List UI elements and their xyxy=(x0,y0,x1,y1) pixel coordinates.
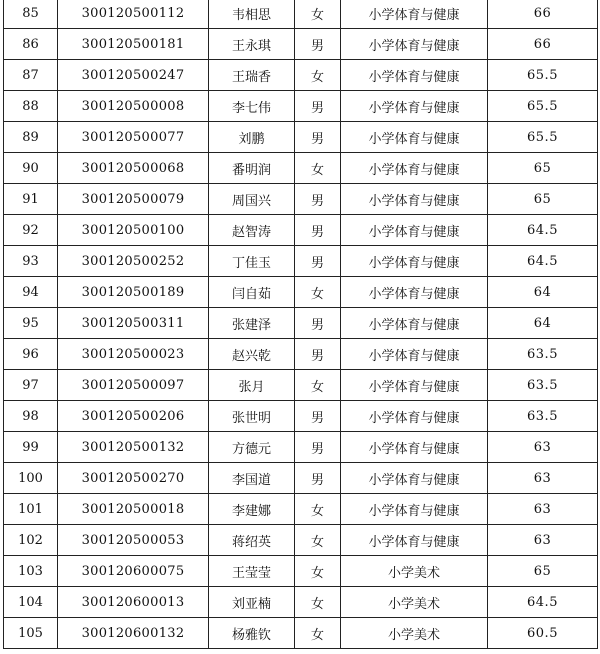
row-index-cell: 90 xyxy=(4,153,58,184)
subject-cell: 小学体育与健康 xyxy=(341,246,488,277)
row-index-cell: 102 xyxy=(4,525,58,556)
row-index-cell: 93 xyxy=(4,246,58,277)
candidate-name-cell: 丁佳玉 xyxy=(209,246,295,277)
candidate-name-cell: 赵智涛 xyxy=(209,215,295,246)
table-row xyxy=(4,0,598,29)
score-cell: 64 xyxy=(488,308,598,339)
subject-cell: 小学美术 xyxy=(341,618,488,649)
score-cell: 63.5 xyxy=(488,370,598,401)
score-cell: 63.5 xyxy=(488,401,598,432)
table-row xyxy=(4,122,598,153)
subject-cell: 小学体育与健康 xyxy=(341,525,488,556)
exam-id-cell: 300120600013 xyxy=(58,587,209,618)
table-row xyxy=(4,60,598,91)
subject-cell: 小学体育与健康 xyxy=(341,494,488,525)
gender-cell: 女 xyxy=(295,525,341,556)
candidate-name-cell: 王永琪 xyxy=(209,29,295,60)
subject-cell: 小学体育与健康 xyxy=(341,370,488,401)
row-index-cell: 99 xyxy=(4,432,58,463)
candidate-name-cell: 杨雅钦 xyxy=(209,618,295,649)
row-index-cell: 98 xyxy=(4,401,58,432)
subject-cell: 小学体育与健康 xyxy=(341,277,488,308)
subject-cell: 小学体育与健康 xyxy=(341,339,488,370)
row-index-cell: 104 xyxy=(4,587,58,618)
gender-cell: 女 xyxy=(295,0,341,29)
score-cell: 65 xyxy=(488,153,598,184)
score-cell: 63 xyxy=(488,494,598,525)
subject-cell: 小学体育与健康 xyxy=(341,184,488,215)
exam-id-cell: 300120600075 xyxy=(58,556,209,587)
exam-id-cell: 300120500053 xyxy=(58,525,209,556)
score-cell: 64.5 xyxy=(488,215,598,246)
table-row xyxy=(4,587,598,618)
candidate-name-cell: 王莹莹 xyxy=(209,556,295,587)
exam-id-cell: 300120500077 xyxy=(58,122,209,153)
table-row xyxy=(4,525,598,556)
row-index-cell: 95 xyxy=(4,308,58,339)
gender-cell: 男 xyxy=(295,184,341,215)
table-row xyxy=(4,339,598,370)
subject-cell: 小学美术 xyxy=(341,587,488,618)
row-index-cell: 101 xyxy=(4,494,58,525)
gender-cell: 男 xyxy=(295,308,341,339)
score-cell: 65.5 xyxy=(488,91,598,122)
row-index-cell: 92 xyxy=(4,215,58,246)
table-row xyxy=(4,463,598,494)
exam-id-cell: 300120500206 xyxy=(58,401,209,432)
gender-cell: 女 xyxy=(295,494,341,525)
subject-cell: 小学体育与健康 xyxy=(341,153,488,184)
subject-cell: 小学体育与健康 xyxy=(341,29,488,60)
table-row xyxy=(4,556,598,587)
gender-cell: 男 xyxy=(295,215,341,246)
score-cell: 66 xyxy=(488,0,598,29)
candidate-name-cell: 周国兴 xyxy=(209,184,295,215)
gender-cell: 男 xyxy=(295,339,341,370)
gender-cell: 女 xyxy=(295,556,341,587)
subject-cell: 小学体育与健康 xyxy=(341,401,488,432)
table-row xyxy=(4,91,598,122)
score-cell: 60.5 xyxy=(488,618,598,649)
gender-cell: 男 xyxy=(295,122,341,153)
table-row xyxy=(4,184,598,215)
score-table-body xyxy=(4,0,598,649)
score-cell: 65.5 xyxy=(488,122,598,153)
gender-cell: 女 xyxy=(295,618,341,649)
score-cell: 63 xyxy=(488,463,598,494)
table-row xyxy=(4,153,598,184)
exam-id-cell: 300120500079 xyxy=(58,184,209,215)
exam-id-cell: 300120500132 xyxy=(58,432,209,463)
row-index-cell: 88 xyxy=(4,91,58,122)
table-row xyxy=(4,432,598,463)
candidate-name-cell: 刘鹏 xyxy=(209,122,295,153)
candidate-name-cell: 赵兴乾 xyxy=(209,339,295,370)
score-cell: 64.5 xyxy=(488,246,598,277)
row-index-cell: 89 xyxy=(4,122,58,153)
candidate-name-cell: 王瑞香 xyxy=(209,60,295,91)
exam-id-cell: 300120500112 xyxy=(58,0,209,29)
row-index-cell: 97 xyxy=(4,370,58,401)
exam-id-cell: 300120500252 xyxy=(58,246,209,277)
table-row xyxy=(4,246,598,277)
row-index-cell: 103 xyxy=(4,556,58,587)
candidate-name-cell: 张世明 xyxy=(209,401,295,432)
gender-cell: 男 xyxy=(295,91,341,122)
candidate-name-cell: 蒋绍英 xyxy=(209,525,295,556)
score-cell: 65 xyxy=(488,556,598,587)
candidate-name-cell: 刘亚楠 xyxy=(209,587,295,618)
table-row xyxy=(4,308,598,339)
row-index-cell: 96 xyxy=(4,339,58,370)
gender-cell: 男 xyxy=(295,432,341,463)
candidate-name-cell: 张建泽 xyxy=(209,308,295,339)
exam-id-cell: 300120500311 xyxy=(58,308,209,339)
candidate-name-cell: 张月 xyxy=(209,370,295,401)
gender-cell: 男 xyxy=(295,29,341,60)
exam-id-cell: 300120500018 xyxy=(58,494,209,525)
row-index-cell: 86 xyxy=(4,29,58,60)
candidate-name-cell: 李建娜 xyxy=(209,494,295,525)
gender-cell: 女 xyxy=(295,587,341,618)
table-row xyxy=(4,277,598,308)
table-row xyxy=(4,494,598,525)
row-index-cell: 85 xyxy=(4,0,58,29)
subject-cell: 小学体育与健康 xyxy=(341,308,488,339)
exam-id-cell: 300120500181 xyxy=(58,29,209,60)
gender-cell: 男 xyxy=(295,246,341,277)
candidate-name-cell: 韦相思 xyxy=(209,0,295,29)
score-cell: 64.5 xyxy=(488,587,598,618)
subject-cell: 小学体育与健康 xyxy=(341,91,488,122)
gender-cell: 男 xyxy=(295,401,341,432)
table-row xyxy=(4,370,598,401)
subject-cell: 小学体育与健康 xyxy=(341,60,488,91)
gender-cell: 男 xyxy=(295,463,341,494)
table-row xyxy=(4,401,598,432)
candidate-name-cell: 方德元 xyxy=(209,432,295,463)
score-cell: 65 xyxy=(488,184,598,215)
candidate-name-cell: 闫自茹 xyxy=(209,277,295,308)
candidate-name-cell: 李七伟 xyxy=(209,91,295,122)
table-row xyxy=(4,29,598,60)
row-index-cell: 91 xyxy=(4,184,58,215)
candidate-name-cell: 李国道 xyxy=(209,463,295,494)
score-cell: 63.5 xyxy=(488,339,598,370)
subject-cell: 小学体育与健康 xyxy=(341,122,488,153)
exam-id-cell: 300120500068 xyxy=(58,153,209,184)
score-cell: 63 xyxy=(488,525,598,556)
gender-cell: 女 xyxy=(295,370,341,401)
exam-id-cell: 300120500270 xyxy=(58,463,209,494)
gender-cell: 女 xyxy=(295,60,341,91)
table-row xyxy=(4,618,598,649)
exam-id-cell: 300120500189 xyxy=(58,277,209,308)
score-cell: 65.5 xyxy=(488,60,598,91)
exam-id-cell: 300120600132 xyxy=(58,618,209,649)
subject-cell: 小学体育与健康 xyxy=(341,432,488,463)
table-row xyxy=(4,215,598,246)
row-index-cell: 94 xyxy=(4,277,58,308)
score-cell: 63 xyxy=(488,432,598,463)
score-table xyxy=(3,0,598,649)
subject-cell: 小学体育与健康 xyxy=(341,0,488,29)
row-index-cell: 100 xyxy=(4,463,58,494)
subject-cell: 小学体育与健康 xyxy=(341,463,488,494)
row-index-cell: 87 xyxy=(4,60,58,91)
subject-cell: 小学体育与健康 xyxy=(341,215,488,246)
exam-id-cell: 300120500008 xyxy=(58,91,209,122)
gender-cell: 女 xyxy=(295,153,341,184)
exam-id-cell: 300120500100 xyxy=(58,215,209,246)
exam-id-cell: 300120500247 xyxy=(58,60,209,91)
candidate-name-cell: 番明润 xyxy=(209,153,295,184)
row-index-cell: 105 xyxy=(4,618,58,649)
subject-cell: 小学美术 xyxy=(341,556,488,587)
exam-id-cell: 300120500097 xyxy=(58,370,209,401)
gender-cell: 女 xyxy=(295,277,341,308)
exam-id-cell: 300120500023 xyxy=(58,339,209,370)
score-cell: 64 xyxy=(488,277,598,308)
score-cell: 66 xyxy=(488,29,598,60)
